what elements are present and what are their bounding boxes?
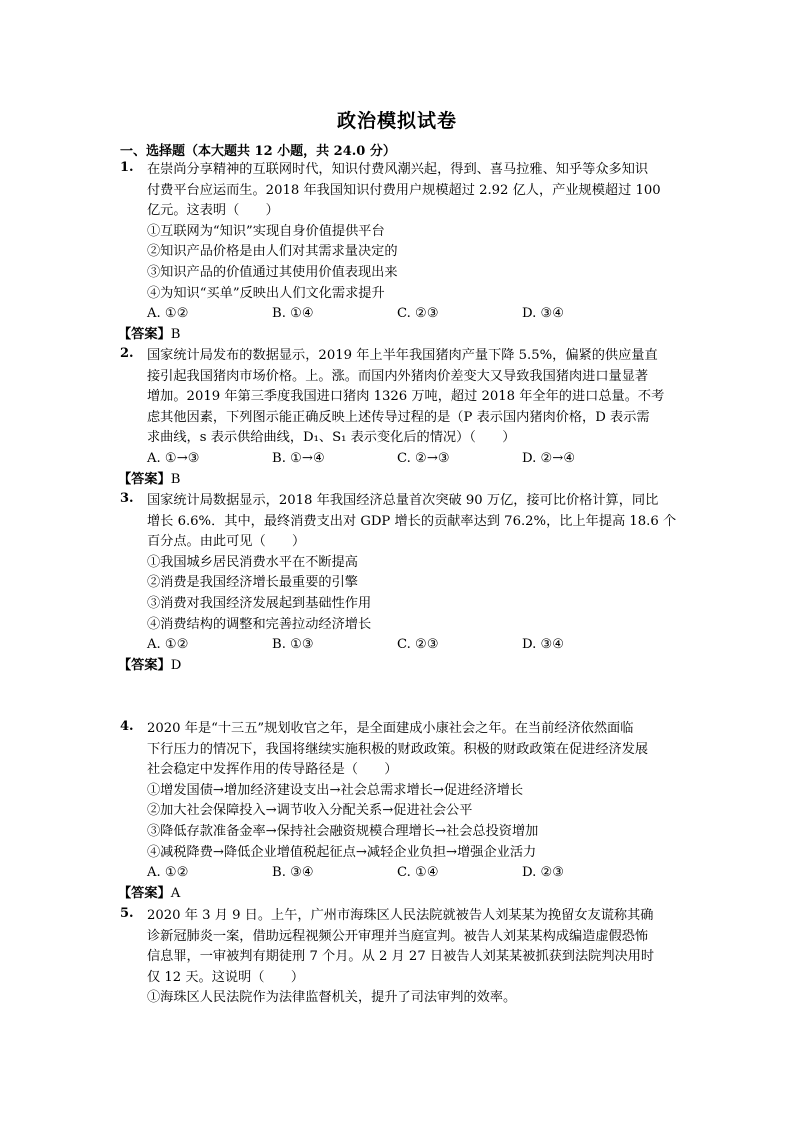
question-line: 百分点。由此可见（ ） <box>147 534 306 550</box>
answer-label: 【答案】 <box>118 471 171 487</box>
question-line: 增加。2019 年第三季度我国进口猪肉 1326 万吨，超过 2018 年全年的进口总量。不考 <box>147 389 665 405</box>
question-line: 诊新冠肺炎一案，借助远程视频公开审理并当庭宣判。被告人刘某某构成编造虚假恐怖 <box>147 928 649 944</box>
statement-line: ①我国城乡居民消费水平在不断提高 <box>147 554 358 570</box>
question-body <box>147 346 680 449</box>
question-body <box>147 160 680 304</box>
option-b: B. ③④ <box>272 865 314 881</box>
question-body <box>147 906 680 1009</box>
option-a: A. ①② <box>147 306 189 322</box>
question-line: 付费平台应运而生。2018 年我国知识付费用户规模超过 2.92 亿人，产业规模超过 100 <box>147 182 661 198</box>
options-row <box>147 635 680 656</box>
question-line: 接引起我国猪肉市场价格。上。涨。而国内外猪肉价差变大又导致我国猪肉进口量显著 <box>147 368 649 384</box>
option-a: A. ①→③ <box>147 450 200 466</box>
question-line: 2020 年是“十三五”规划收官之年，是全面建成小康社会之年。在当前经济依然面临 <box>147 721 634 736</box>
question-3 <box>120 491 680 675</box>
statement-line: ①海珠区人民法院作为法律监督机关，提升了司法审判的效率。 <box>147 990 517 1006</box>
answer-value: D <box>170 657 182 673</box>
question-line: 国家统计局发布的数据显示，2019 年上半年我国猪肉产量下降 5.5%，偏紧的供应量直 <box>147 348 658 363</box>
answer-label: 【答案】 <box>118 885 171 901</box>
question-line: 求曲线，s 表示供给曲线，D₁、S₁ 表示变化后的情况）（ ） <box>147 430 516 446</box>
statement-line: ①增发国债→增加经济建设支出→社会总需求增长→促进经济增长 <box>147 782 524 798</box>
question-line: 2020 年 3 月 9 日。上午，广州市海珠区人民法院就被告人刘某某为挽留女友谎称其确 <box>147 908 654 923</box>
option-a: A. ①② <box>147 637 189 653</box>
option-d: D. ②③ <box>522 865 565 881</box>
answer-line <box>118 325 680 344</box>
answer-line <box>118 656 680 675</box>
option-b: B. ①→④ <box>272 450 325 466</box>
question-line: 亿元。这表明（ ） <box>147 203 279 219</box>
question-body <box>147 491 680 635</box>
question-5 <box>120 906 680 1009</box>
question-line: 信息罪，一审被判有期徒刑 7 个月。从 2 月 27 日被告人刘某某被抓获到法院判决用时 <box>147 949 655 965</box>
answer-value: B <box>170 471 181 487</box>
question-line: 下行压力的情况下，我国将继续实施积极的财政政策。积极的财政政策在促进经济发展 <box>147 741 649 757</box>
statement-line: ①互联网为“知识”实现自身价值提供平台 <box>147 223 385 239</box>
option-c: C. ②→③ <box>397 450 450 466</box>
option-b: B. ①④ <box>272 306 314 322</box>
question-number: 4. <box>120 719 134 734</box>
statement-line: ④消费结构的调整和完善拉动经济增长 <box>147 616 372 632</box>
question-4 <box>120 719 680 903</box>
answer-value: B <box>170 326 181 342</box>
statement-line: ④减税降费→降低企业增值税起征点→减轻企业负担→增强企业活力 <box>147 844 537 860</box>
statement-line: ②加大社会保障投入→调节收入分配关系→促进社会公平 <box>147 803 473 819</box>
statement-line: ②知识产品价格是由人们对其需求量决定的 <box>147 244 398 260</box>
answer-label: 【答案】 <box>118 326 171 342</box>
question-2 <box>120 346 680 489</box>
answer-line <box>118 884 680 903</box>
question-line: 国家统计局数据显示，2018 年我国经济总量首次突破 90 万亿，接可比价格计算，同比 <box>147 493 659 508</box>
section-heading: 一、选择题（本大题共 12 小题，共 24.0 分） <box>120 144 396 159</box>
question-line: 增长 6.6%．其中，最终消费支出对 GDP 增长的贡献率达到 76.2%，比上年提高 18.6 个 <box>147 513 677 529</box>
statement-line: ③知识产品的价值通过其使用价值表现出来 <box>147 264 398 280</box>
options-row <box>147 449 680 470</box>
statement-line: ②消费是我国经济增长最重要的引擎 <box>147 575 358 591</box>
answer-label: 【答案】 <box>118 657 171 673</box>
option-c: C. ②③ <box>397 637 439 653</box>
option-c: C. ②③ <box>397 306 439 322</box>
option-d: D. ③④ <box>522 306 565 322</box>
question-line: 社会稳定中发挥作用的传导路径是（ ） <box>147 762 398 778</box>
option-d: D. ②→④ <box>522 450 576 466</box>
question-number: 1. <box>120 160 134 175</box>
question-number: 2. <box>120 346 134 361</box>
statement-line: ③消费对我国经济发展起到基础性作用 <box>147 595 372 611</box>
option-d: D. ③④ <box>522 637 565 653</box>
question-line: 仅 12 天。这说明（ ） <box>147 969 305 985</box>
question-number: 3. <box>120 491 134 506</box>
question-line: 在崇尚分享精神的互联网时代，知识付费风潮兴起，得到、喜马拉雅、知乎等众多知识 <box>147 162 649 177</box>
options-row <box>147 863 680 884</box>
question-number: 5. <box>120 906 134 921</box>
option-b: B. ①③ <box>272 637 314 653</box>
statement-line: ④为知识“买单”反映出人们文化需求提升 <box>147 285 385 301</box>
answer-value: A <box>170 885 181 901</box>
statement-line: ③降低存款准备金率→保持社会融资规模合理增长→社会总投资增加 <box>147 823 539 839</box>
answer-line <box>118 470 680 489</box>
question-1 <box>120 160 680 344</box>
question-body <box>147 719 680 863</box>
page-title: 政治模拟试卷 <box>336 110 457 132</box>
options-row <box>147 304 680 325</box>
question-line: 虑其他因素，下列图示能正确反映上述传导过程的是（P 表示国内猪肉价格，D 表示需 <box>147 409 650 425</box>
option-a: A. ①② <box>147 865 189 881</box>
option-c: C. ①④ <box>397 865 439 881</box>
